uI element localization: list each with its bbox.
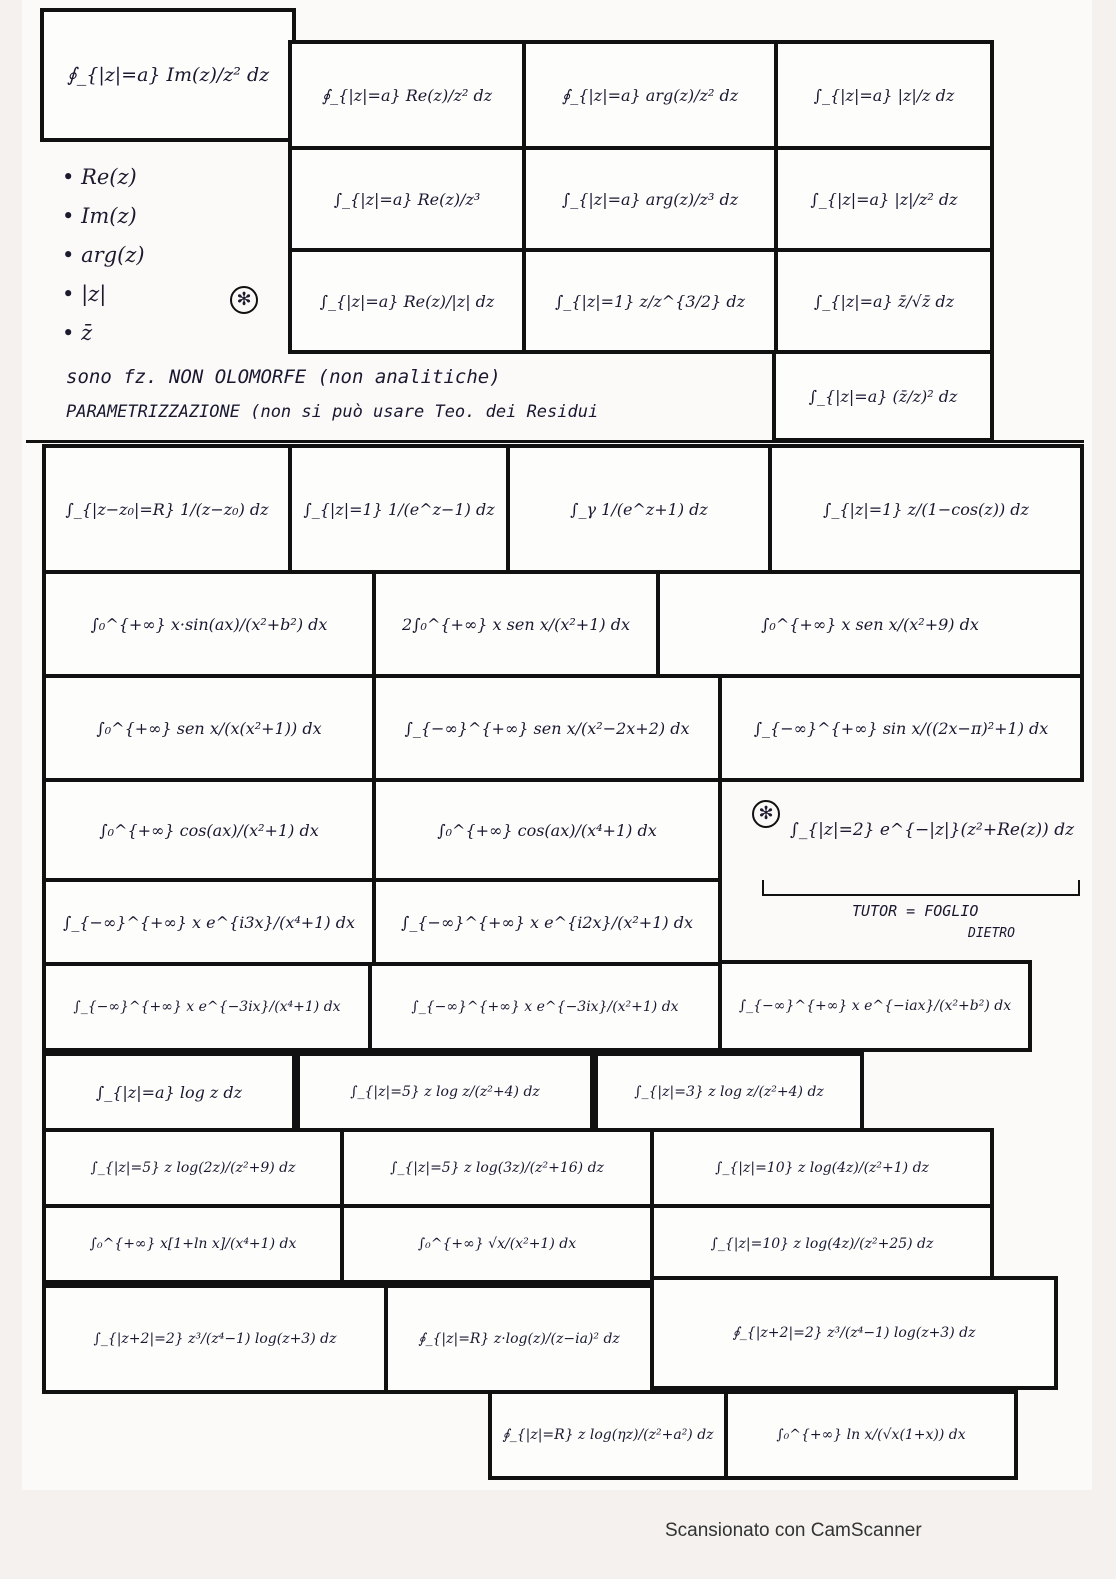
formula: ∫_{−∞}^{+∞} x e^{i2x}/(x²+1) dx [401, 912, 693, 932]
formula: ∫₀^{+∞} ln x/(√x(1+x)) dx [776, 1427, 966, 1443]
formula-cell [768, 444, 1084, 574]
formula-cell [506, 444, 772, 574]
formula-cell [42, 570, 376, 678]
formula-cell [288, 146, 526, 252]
formula: ∮_{|z|=a} arg(z)/z² dz [561, 85, 739, 105]
formula: ∫₀^{+∞} x sen x/(x²+9) dx [761, 614, 979, 634]
formula-cell [42, 1204, 344, 1284]
formula: ∫₀^{+∞} x[1+ln x]/(x⁴+1) dx [89, 1236, 297, 1252]
formula-cell [40, 8, 296, 142]
formula-cell [772, 350, 994, 442]
formula-cell [288, 40, 526, 150]
formula-cell [522, 248, 778, 354]
formula-cell [724, 1390, 1018, 1480]
formula: ∫_{|z|=a} log z dz [95, 1082, 243, 1102]
list-item: • Re(z) [62, 158, 145, 197]
formula-cell [42, 1284, 388, 1394]
formula-cell [650, 1276, 1058, 1390]
formula-cell [372, 778, 722, 882]
formula: ∫_{|z|=a} |z|/z dz [813, 85, 955, 105]
formula: ∫_{|z|=a} z̄/√z̄ dz [813, 291, 955, 311]
formula-cell [296, 1052, 594, 1132]
formula-cell [340, 1128, 654, 1208]
note-line: sono fz. NON OLOMORFE (non analitiche) [66, 366, 501, 388]
list-item: • |z| [62, 275, 145, 314]
starred-formula: ∫_{|z|=2} e^{−|z|}(z²+Re(z)) dz [790, 820, 1075, 840]
formula-cell [368, 962, 722, 1052]
formula: ∫_{|z|=5} z log z/(z²+4) dz [350, 1084, 540, 1100]
formula: ∮_{|z+2|=2} z³/(z⁴−1) log(z+3) dz [732, 1325, 976, 1341]
formula-cell [488, 1390, 728, 1480]
formula: ∮_{|z|=a} Im(z)/z² dz [66, 64, 270, 86]
formula: ∫_{−∞}^{+∞} sen x/(x²−2x+2) dx [404, 718, 690, 738]
formula: ∫_{|z|=a} |z|/z² dz [810, 189, 958, 209]
formula-cell [650, 1128, 994, 1208]
formula: ∫_{|z|=1} z/z^{3/2} dz [554, 291, 746, 311]
formula-cell [774, 248, 994, 354]
formula-cell [288, 444, 510, 574]
formula: ∫_{|z|=1} z/(1−cos(z)) dz [823, 499, 1029, 519]
formula: ∫_{|z+2|=2} z³/(z⁴−1) log(z+3) dz [93, 1331, 337, 1347]
formula: ∫_{|z|=a} Re(z)/z³ [333, 189, 481, 209]
formula: ∫_{|z|=1} 1/(e^z−1) dz [303, 499, 495, 519]
formula-cell [522, 40, 778, 150]
tutor-note: TUTOR = FOGLIO [852, 902, 979, 920]
formula-cell [42, 878, 376, 966]
formula-cell [42, 962, 372, 1052]
note-line: PARAMETRIZZAZIONE (non si può usare Teo. dei Residui [66, 402, 599, 422]
formula-cell [372, 674, 722, 782]
formula-cell [718, 960, 1032, 1052]
formula: ∫_{|z|=10} z log(4z)/(z²+1) dz [715, 1160, 929, 1176]
formula-cell [42, 444, 292, 574]
formula-cell [774, 40, 994, 150]
formula: ∫_{|z|=5} z log(3z)/(z²+16) dz [390, 1160, 604, 1176]
formula: 2∫₀^{+∞} x sen x/(x²+1) dx [402, 614, 630, 634]
formula-cell [656, 570, 1084, 678]
formula: ∫_{−∞}^{+∞} x e^{i3x}/(x⁴+1) dx [63, 912, 355, 932]
function-list [62, 158, 145, 353]
formula: ∫_{|z|=10} z log(4z)/(z²+25) dz [710, 1236, 934, 1252]
formula-cell [372, 878, 722, 966]
list-item: • z̄ [62, 314, 145, 353]
formula: ∫_{|z|=5} z log(2z)/(z²+9) dz [90, 1160, 296, 1176]
formula: ∫_γ 1/(e^z+1) dz [570, 499, 708, 519]
formula: ∫_{|z−z₀|=R} 1/(z−z₀) dz [65, 499, 269, 519]
formula-cell [650, 1204, 994, 1284]
formula-cell [718, 674, 1084, 782]
formula-cell [522, 146, 778, 252]
formula: ∮_{|z|=R} z·log(z)/(z−ia)² dz [418, 1331, 620, 1347]
formula-cell [42, 1128, 344, 1208]
formula: ∮_{|z|=a} Re(z)/z² dz [321, 85, 493, 105]
list-item: • Im(z) [62, 197, 145, 236]
formula: ∫₀^{+∞} x·sin(ax)/(x²+b²) dx [90, 614, 328, 634]
formula-cell [42, 778, 376, 882]
formula-cell [372, 570, 660, 678]
formula: ∫_{|z|=3} z log z/(z²+4) dz [634, 1084, 824, 1100]
formula-cell [288, 248, 526, 354]
formula-cell [594, 1052, 864, 1132]
formula: ∫₀^{+∞} sen x/(x(x²+1)) dx [96, 718, 322, 738]
formula: ∫_{−∞}^{+∞} x e^{−3ix}/(x²+1) dx [411, 999, 679, 1015]
formula: ∫_{−∞}^{+∞} x e^{−iax}/(x²+b²) dx [738, 998, 1012, 1014]
formula: ∫₀^{+∞} √x/(x²+1) dx [417, 1236, 577, 1252]
formula-cell [384, 1284, 654, 1394]
asterisk-icon: ✻ [752, 800, 780, 828]
formula: ∫_{−∞}^{+∞} sin x/((2x−π)²+1) dx [753, 718, 1049, 738]
formula: ∫_{−∞}^{+∞} x e^{−3ix}/(x⁴+1) dx [73, 999, 341, 1015]
formula-cell [42, 674, 376, 782]
formula-cell [774, 146, 994, 252]
bracket [762, 880, 1080, 896]
formula: ∫_{|z|=a} arg(z)/z³ dz [561, 189, 739, 209]
divider [26, 440, 1084, 443]
formula: ∫_{|z|=a} (z̄/z)² dz [808, 386, 958, 406]
tutor-note: DIETRO [968, 926, 1015, 941]
formula: ∫_{|z|=a} Re(z)/|z| dz [319, 291, 495, 311]
list-item: • arg(z) [62, 236, 145, 275]
scanner-watermark: Scansionato con CamScanner [665, 1520, 922, 1541]
formula: ∫₀^{+∞} cos(ax)/(x⁴+1) dx [437, 820, 657, 840]
formula-cell [340, 1204, 654, 1284]
formula-cell [42, 1052, 296, 1132]
formula: ∫₀^{+∞} cos(ax)/(x²+1) dx [99, 820, 319, 840]
formula: ∮_{|z|=R} z log(ηz)/(z²+a²) dz [502, 1427, 714, 1443]
asterisk-icon: ✻ [230, 286, 258, 314]
